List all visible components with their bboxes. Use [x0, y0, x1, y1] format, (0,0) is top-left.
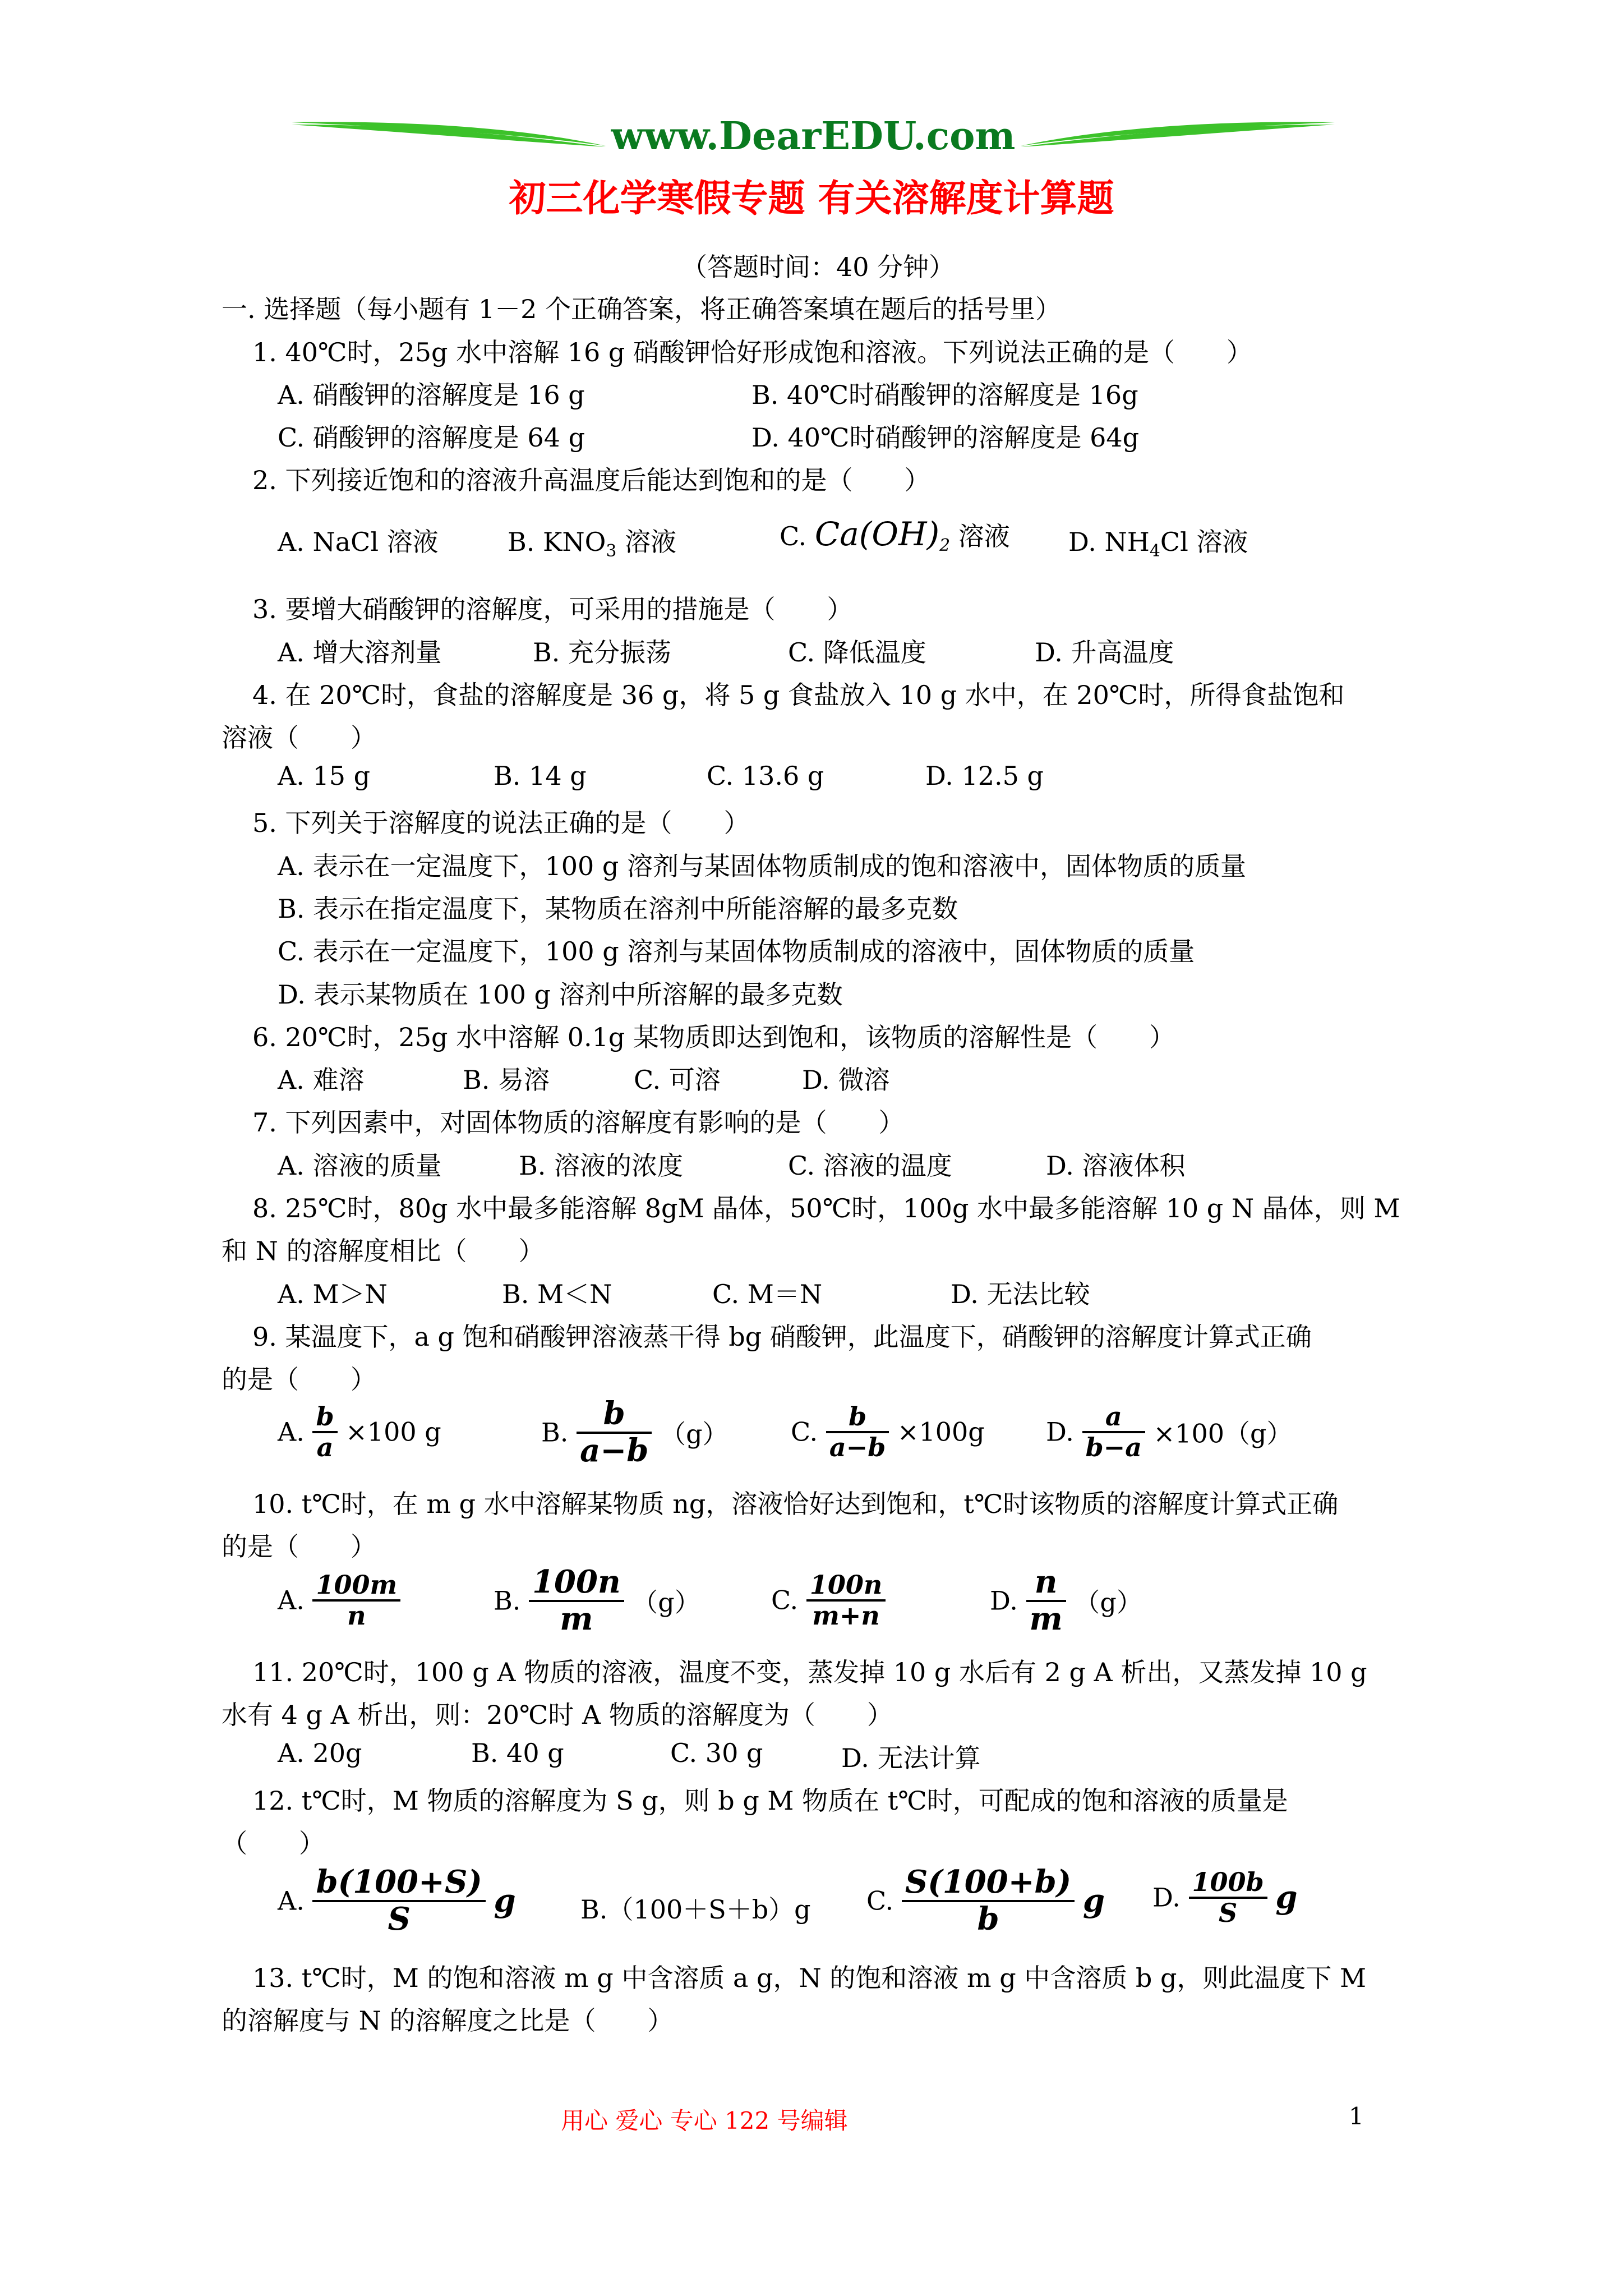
- question-3-option-d: D. 升高温度: [1035, 637, 1174, 668]
- fraction: $\frac{b(100+S)}{S}$: [312, 1865, 485, 1936]
- question-10-option-d: D. $\frac{n}{m}$ （g）: [990, 1563, 1142, 1637]
- question-1-option-b: B. 40℃时硝酸钾的溶解度是 16g: [751, 380, 1138, 410]
- question-12-stem-line2: （ ）: [222, 1828, 325, 1858]
- question-4-stem-line2: 溶液（ ）: [222, 723, 376, 753]
- question-7-stem: 7. 下列因素中，对固体物质的溶解度有影响的是（ ）: [252, 1107, 905, 1138]
- question-12-option-b: B.（100＋S＋b）g: [580, 1894, 811, 1925]
- question-2-option-b: B. $KNO_3$ 溶液: [508, 527, 677, 562]
- question-7-option-d: D. 溶液体积: [1046, 1151, 1186, 1181]
- question-9-stem-line2: 的是（ ）: [222, 1364, 376, 1395]
- section-heading: 一. 选择题（每小题有 1－2 个正确答案，将正确答案填在题后的括号里）: [222, 294, 1062, 324]
- question-3-option-a: A. 增大溶剂量: [278, 637, 442, 668]
- fraction: $\frac{100n}{m+n}$: [806, 1571, 886, 1630]
- question-3-stem: 3. 要增大硝酸钾的溶解度，可采用的措施是（ ）: [252, 594, 853, 624]
- question-12-stem-line1: 12. t℃时，M 物质的溶解度为 S g，则 b g M 物质在 t℃时，可配成的饱和溶液的质量是: [252, 1786, 1288, 1816]
- page-number: 1: [1349, 2102, 1364, 2130]
- question-4-option-d: D. 12.5 g: [925, 761, 1044, 791]
- question-10-option-a: A. $\frac{100m}{n}$: [278, 1571, 400, 1630]
- question-11-stem-line2: 水有 4 g A 析出，则：20℃时 A 物质的溶解度为（ ）: [222, 1700, 893, 1730]
- question-12-option-d: D. $\frac{100b}{S}$ g: [1152, 1867, 1298, 1928]
- question-11-option-a: A. 20g: [278, 1738, 362, 1768]
- question-12-option-c: C. $\frac{S(100+b)}{b}$ g: [866, 1864, 1105, 1938]
- fraction: $\frac{a}{b-a}$: [1082, 1402, 1146, 1461]
- question-2-option-a: A. NaCl 溶液: [278, 527, 439, 557]
- question-7-option-c: C. 溶液的温度: [788, 1151, 952, 1181]
- question-5-option-a: A. 表示在一定温度下，100 g 溶剂与某固体物质制成的饱和溶液中，固体物质的质量: [278, 851, 1246, 881]
- question-6-option-a: A. 难溶: [278, 1065, 365, 1095]
- question-2-option-c: C. $Ca(OH)_2$ 溶液: [780, 515, 1010, 556]
- fraction: $\frac{S(100+b)}{b}$: [902, 1865, 1075, 1936]
- question-5-option-c: C. 表示在一定温度下，100 g 溶剂与某固体物质制成的溶液中，固体物质的质量: [278, 936, 1195, 967]
- question-8-option-b: B. M＜N: [502, 1279, 612, 1309]
- question-11-option-d: D. 无法计算: [841, 1743, 981, 1773]
- question-1-option-a: A. 硝酸钾的溶解度是 16 g: [278, 380, 585, 410]
- question-10-option-b: B. $\frac{100n}{m}$ （g）: [494, 1563, 700, 1637]
- question-9-option-d: D. $\frac{a}{b-a}$ ×100（g）: [1046, 1401, 1293, 1462]
- question-8-stem-line1: 8. 25℃时，80g 水中最多能溶解 8gM 晶体，50℃时，100g 水中最多能溶解 10 g N 晶体，则 M: [252, 1193, 1400, 1223]
- fraction: $\frac{b}{a-b}$: [577, 1397, 652, 1468]
- question-7-option-b: B. 溶液的浓度: [519, 1151, 684, 1181]
- question-11-option-b: B. 40 g: [471, 1738, 564, 1768]
- question-3-option-b: B. 充分振荡: [533, 637, 672, 668]
- site-url: www.DearEDU.com: [611, 114, 1016, 157]
- question-4-option-b: B. 14 g: [494, 761, 587, 791]
- site-logo: [292, 112, 1335, 157]
- question-6-option-d: D. 微溶: [802, 1065, 890, 1095]
- footer-note: 用心 爱心 专心 122 号编辑: [561, 2107, 848, 2134]
- fraction: $\frac{n}{m}$: [1026, 1565, 1066, 1636]
- question-5-option-b: B. 表示在指定温度下，某物质在溶剂中所能溶解的最多克数: [278, 894, 958, 924]
- question-10-stem-line1: 10. t℃时，在 m g 水中溶解某物质 ng，溶液恰好达到饱和，t℃时该物质的溶解度计算式正确: [252, 1489, 1339, 1519]
- question-1-option-d: D. 40℃时硝酸钾的溶解度是 64g: [751, 422, 1140, 453]
- question-10-stem-line2: 的是（ ）: [222, 1531, 376, 1562]
- question-2-stem: 2. 下列接近饱和的溶液升高温度后能达到饱和的是（ ）: [252, 465, 930, 495]
- time-note: （答题时间：40 分钟）: [681, 252, 955, 282]
- question-11-stem-line1: 11. 20℃时，100 g A 物质的溶液，温度不变，蒸发掉 10 g 水后有 2 g A 析出，又蒸发掉 10 g: [252, 1657, 1367, 1687]
- fraction: $\frac{100m}{n}$: [312, 1571, 400, 1630]
- fraction: $\frac{b}{a}$: [312, 1402, 337, 1461]
- question-10-option-c: C. $\frac{100n}{m+n}$: [771, 1571, 886, 1630]
- question-1-stem: 1. 40℃时，25g 水中溶解 16 g 硝酸钾恰好形成饱和溶液。下列说法正确的是（ ）: [252, 337, 1252, 367]
- question-9-option-c: C. $\frac{b}{a-b}$ ×100g: [791, 1401, 985, 1462]
- question-4-stem-line1: 4. 在 20℃时，食盐的溶解度是 36 g，将 5 g 食盐放入 10 g 水中，在 20℃时，所得食盐饱和: [252, 680, 1345, 710]
- question-11-option-c: C. 30 g: [670, 1738, 763, 1768]
- question-9-option-b: B. $\frac{b}{a-b}$ （g）: [541, 1395, 728, 1469]
- question-9-option-a: A. $\frac{b}{a}$ ×100 g: [278, 1401, 441, 1462]
- question-8-stem-line2: 和 N 的溶解度相比（ ）: [222, 1236, 545, 1266]
- question-5-stem: 5. 下列关于溶解度的说法正确的是（ ）: [252, 808, 750, 838]
- page-title: 初三化学寒假专题 有关溶解度计算题: [509, 176, 1114, 220]
- question-8-option-a: A. M＞N: [278, 1279, 388, 1309]
- question-4-option-c: C. 13.6 g: [707, 761, 824, 791]
- question-3-option-c: C. 降低温度: [788, 637, 926, 668]
- fraction: $\frac{100b}{S}$: [1189, 1868, 1267, 1927]
- question-6-stem: 6. 20℃时，25g 水中溶解 0.1g 某物质即达到饱和，该物质的溶解性是（ ）: [252, 1022, 1175, 1052]
- question-13-stem-line1: 13. t℃时，M 的饱和溶液 m g 中含溶质 a g，N 的饱和溶液 m g 中含溶质 b g，则此温度下 M: [252, 1963, 1367, 1993]
- question-13-stem-line2: 的溶解度与 N 的溶解度之比是（ ）: [222, 2005, 674, 2036]
- question-8-option-c: C. M＝N: [712, 1279, 823, 1309]
- question-5-option-d: D. 表示某物质在 100 g 溶剂中所溶解的最多克数: [278, 979, 843, 1010]
- question-6-option-b: B. 易溶: [463, 1065, 550, 1095]
- question-1-option-c: C. 硝酸钾的溶解度是 64 g: [278, 422, 585, 453]
- question-2-option-d: D. $NH_4Cl$ 溶液: [1068, 527, 1248, 562]
- question-9-stem-line1: 9. 某温度下，a g 饱和硝酸钾溶液蒸干得 bg 硝酸钾，此温度下，硝酸钾的溶解度计算式正确: [252, 1322, 1312, 1352]
- question-8-option-d: D. 无法比较: [951, 1279, 1090, 1309]
- question-7-option-a: A. 溶液的质量: [278, 1151, 442, 1181]
- question-4-option-a: A. 15 g: [278, 761, 371, 791]
- question-6-option-c: C. 可溶: [634, 1065, 721, 1095]
- fraction: $\frac{100n}{m}$: [529, 1565, 624, 1636]
- question-12-option-a: A. $\frac{b(100+S)}{S}$ g: [278, 1864, 516, 1938]
- fraction: $\frac{b}{a-b}$: [826, 1402, 889, 1461]
